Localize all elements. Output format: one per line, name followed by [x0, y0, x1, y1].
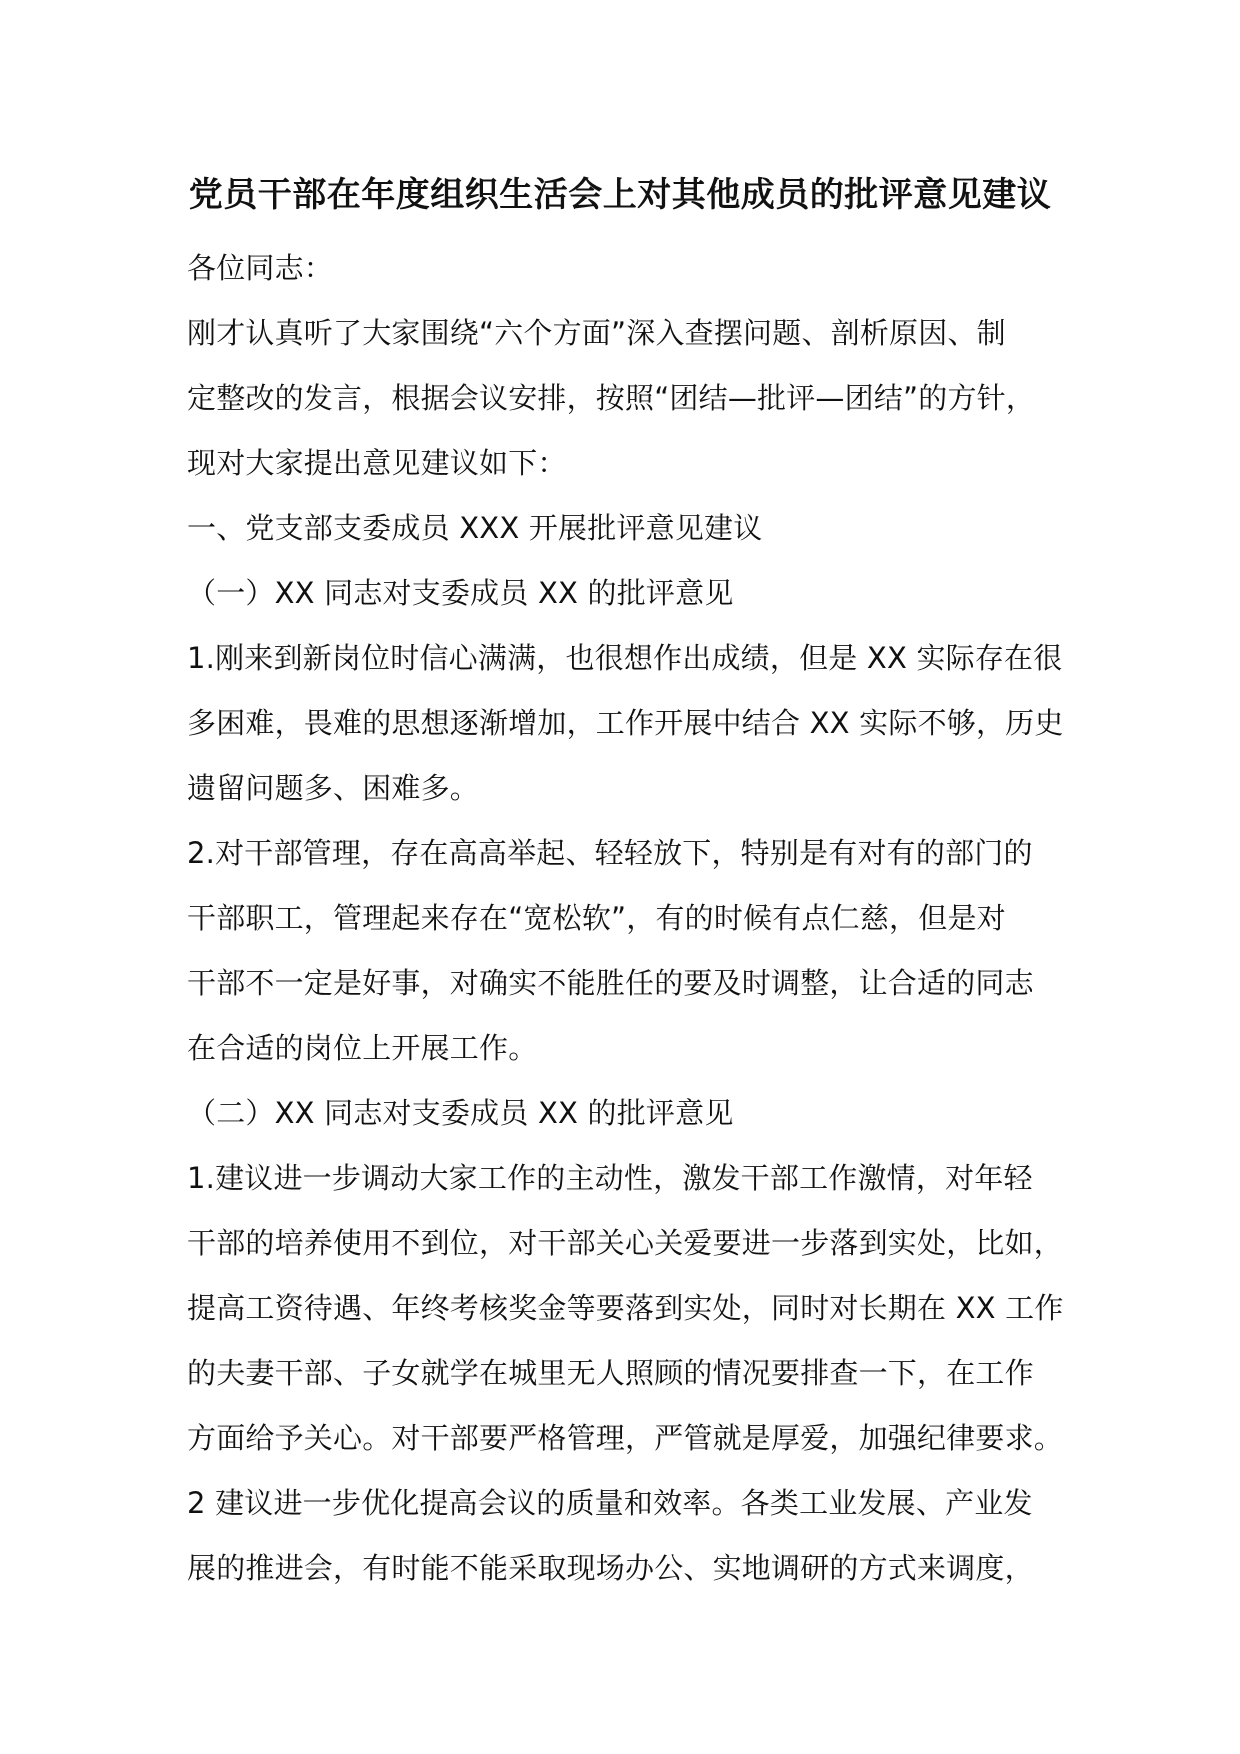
paragraph-line: 展的推进会，有时能不能采取现场办公、实地调研的方式来调度，: [187, 1551, 1034, 1585]
paragraph-line: 1.刚来到新岗位时信心满满，也很想作出成绩，但是 XX 实际存在很: [187, 641, 1063, 675]
paragraph-line: 多困难，畏难的思想逐渐增加，工作开展中结合 XX 实际不够，历史: [187, 706, 1064, 740]
document-body: [187, 236, 1087, 1601]
paragraph-line: 1.建议进一步调动大家工作的主动性，激发干部工作激情，对年轻: [187, 1161, 1033, 1195]
section-heading: 一、党支部支委成员 XXX 开展批评意见建议: [187, 511, 763, 545]
paragraph-line: 2.对干部管理，存在高高举起、轻轻放下，特别是有对有的部门的: [187, 836, 1033, 870]
document-title: 党员干部在年度组织生活会上对其他成员的批评意见建议: [188, 175, 1052, 215]
paragraph-line: 现对大家提出意见建议如下：: [187, 446, 567, 480]
paragraph-line: 干部职工，管理起来存在“宽松软”，有的时候有点仁慈，但是对: [187, 901, 1006, 935]
paragraph-line: 提高工资待遇、年终考核奖金等要落到实处，同时对长期在 XX 工作: [187, 1291, 1064, 1325]
subsection-heading: （一）XX 同志对支委成员 XX 的批评意见: [187, 576, 734, 610]
paragraph-line: 的夫妻干部、子女就学在城里无人照顾的情况要排查一下，在工作: [187, 1356, 1034, 1390]
paragraph-line: 定整改的发言，根据会议安排，按照“团结—批评—团结”的方针，: [187, 381, 1036, 415]
paragraph-line: 干部的培养使用不到位，对干部关心关爱要进一步落到实处，比如，: [187, 1226, 1064, 1260]
paragraph-line: 遗留问题多、困难多。: [187, 771, 480, 805]
paragraph-line: 在合适的岗位上开展工作。: [187, 1031, 538, 1065]
paragraph-line: 刚才认真听了大家围绕“六个方面”深入查摆问题、剖析原因、制: [187, 316, 1006, 350]
paragraph-line: 方面给予关心。对干部要严格管理，严管就是厚爱，加强纪律要求。: [187, 1421, 1064, 1455]
paragraph-line: 2 建议进一步优化提高会议的质量和效率。各类工业发展、产业发: [187, 1486, 1033, 1520]
paragraph-line: 干部不一定是好事，对确实不能胜任的要及时调整，让合适的同志: [187, 966, 1034, 1000]
salutation: 各位同志：: [187, 251, 334, 285]
subsection-heading: （二）XX 同志对支委成员 XX 的批评意见: [187, 1096, 734, 1130]
